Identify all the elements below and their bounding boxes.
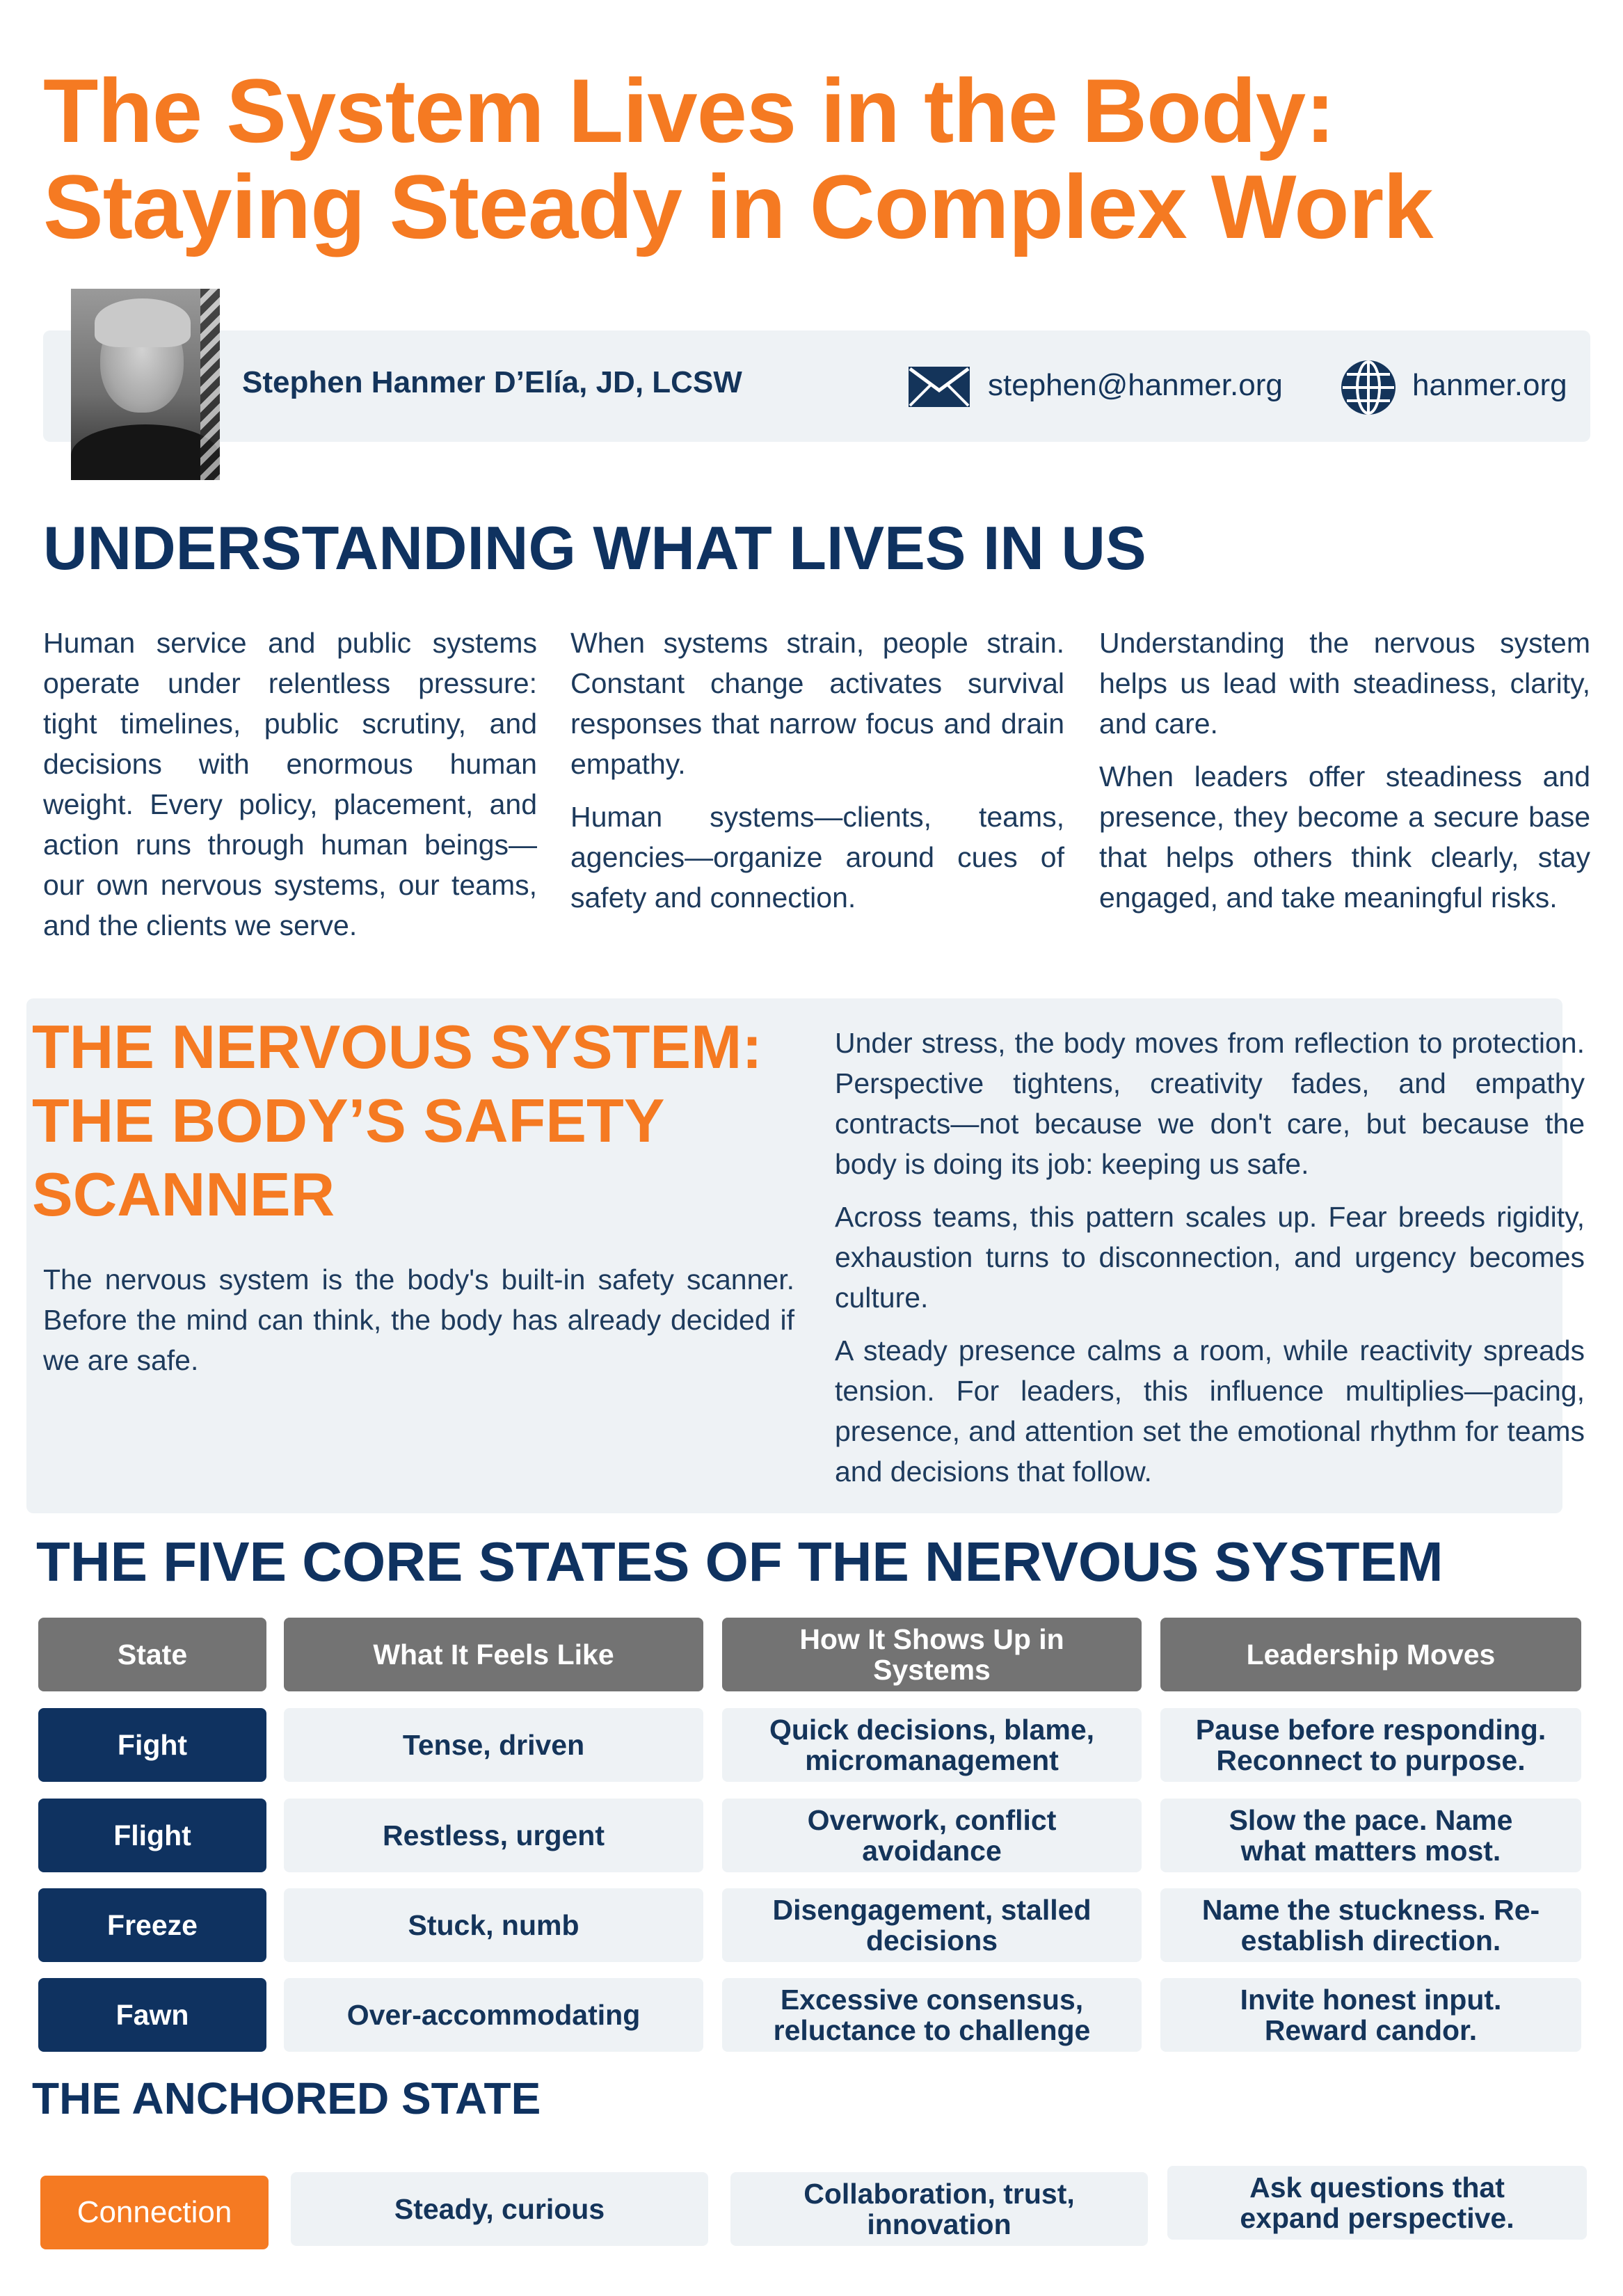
- title-line-1: The System Lives in the Body:: [43, 60, 1335, 161]
- table-cell: Overwork, conflict avoidance: [722, 1799, 1142, 1872]
- table-cell: Name the stuckness. Re-establish direction.: [1160, 1888, 1581, 1962]
- table-cell: Ask questions that expand perspective.: [1167, 2166, 1587, 2240]
- core-states-heading: THE FIVE CORE STATES OF THE NERVOUS SYSTEM: [36, 1531, 1444, 1593]
- author-name: Stephen Hanmer D’Elía, JD, LCSW: [242, 365, 742, 399]
- nervous-right-column: [835, 1023, 1585, 1504]
- table-cell: Tense, driven: [284, 1708, 703, 1782]
- title-line-2: Staying Steady in Complex Work: [43, 156, 1433, 257]
- table-cell: Stuck, numb: [284, 1888, 703, 1962]
- table-cell: Disengagement, stalled decisions: [722, 1888, 1142, 1962]
- column-header-state: State: [38, 1618, 266, 1691]
- page-title: [43, 60, 1588, 257]
- email-link[interactable]: stephen@hanmer.org: [988, 368, 1283, 402]
- state-fawn: Fawn: [38, 1978, 266, 2052]
- author-photo: [71, 289, 220, 480]
- understanding-col-2: [570, 623, 1064, 930]
- understanding-col-3: [1099, 623, 1590, 930]
- heading-line: SCANNER: [32, 1160, 335, 1229]
- state-fight: Fight: [38, 1708, 266, 1782]
- paragraph: When leaders offer steadiness and presence, they become a secure base that helps others think clearly, stay engaged, and take meaningful risks.: [1099, 760, 1590, 914]
- website-link[interactable]: hanmer.org: [1412, 368, 1567, 402]
- table-cell: Pause before responding. Reconnect to purpose.: [1160, 1708, 1581, 1782]
- table-cell: Excessive consensus, reluctance to challenge: [722, 1978, 1142, 2052]
- paragraph: The nervous system is the body's built-in safety scanner. Before the mind can think, the body has already decided if we are safe.: [43, 1263, 794, 1376]
- paragraph: When systems strain, people strain. Constant change activates survival responses that narrow focus and drain empathy.: [570, 627, 1064, 780]
- state-flight: Flight: [38, 1799, 266, 1872]
- table-cell: Collaboration, trust, innovation: [730, 2172, 1148, 2246]
- nervous-intro: [43, 1259, 794, 1393]
- envelope-icon: [909, 367, 970, 407]
- heading-line: THE NERVOUS SYSTEM:: [32, 1012, 762, 1081]
- table-cell: Invite honest input. Reward candor.: [1160, 1978, 1581, 2052]
- table-cell: Quick decisions, blame, micromanagement: [722, 1708, 1142, 1782]
- paragraph: Human service and public systems operate under relentless pressure: tight timelines, public scrutiny, and decisions with enormous human weight. Every policy, placement, and action runs through human beings—our own nervous systems, our teams, and the clients we serve.: [43, 627, 537, 941]
- state-connection: Connection: [40, 2176, 269, 2249]
- table-cell: Steady, curious: [291, 2172, 708, 2246]
- understanding-col-1: [43, 623, 537, 958]
- globe-icon: [1340, 359, 1397, 416]
- column-header-feels: What It Feels Like: [284, 1618, 703, 1691]
- nervous-system-heading: [32, 1010, 811, 1231]
- understanding-heading: UNDERSTANDING WHAT LIVES IN US: [43, 513, 1146, 582]
- column-header-shows: How It Shows Up in Systems: [722, 1618, 1142, 1691]
- heading-line: THE BODY’S SAFETY: [32, 1086, 665, 1155]
- paragraph: Across teams, this pattern scales up. Fear breeds rigidity, exhaustion turns to disconnection, and urgency becomes culture.: [835, 1201, 1585, 1314]
- table-cell: Slow the pace. Name what matters most.: [1160, 1799, 1581, 1872]
- paragraph: Understanding the nervous system helps us lead with steadiness, clarity, and care.: [1099, 627, 1590, 740]
- paragraph: A steady presence calms a room, while reactivity spreads tension. For leaders, this influence multiplies—pacing, presence, and attention set the emotional rhythm for teams and decisions that follow.: [835, 1334, 1585, 1488]
- paragraph: Under stress, the body moves from reflection to protection. Perspective tightens, creativity fades, and empathy contracts—not because we don't care, but because the body is doing its job: keeping us safe.: [835, 1027, 1585, 1180]
- table-cell: Over-accommodating: [284, 1978, 703, 2052]
- paragraph: Human systems—clients, teams, agencies—organize around cues of safety and connection.: [570, 801, 1064, 914]
- table-cell: Restless, urgent: [284, 1799, 703, 1872]
- anchored-heading: THE ANCHORED STATE: [32, 2073, 541, 2123]
- column-header-moves: Leadership Moves: [1160, 1618, 1581, 1691]
- state-freeze: Freeze: [38, 1888, 266, 1962]
